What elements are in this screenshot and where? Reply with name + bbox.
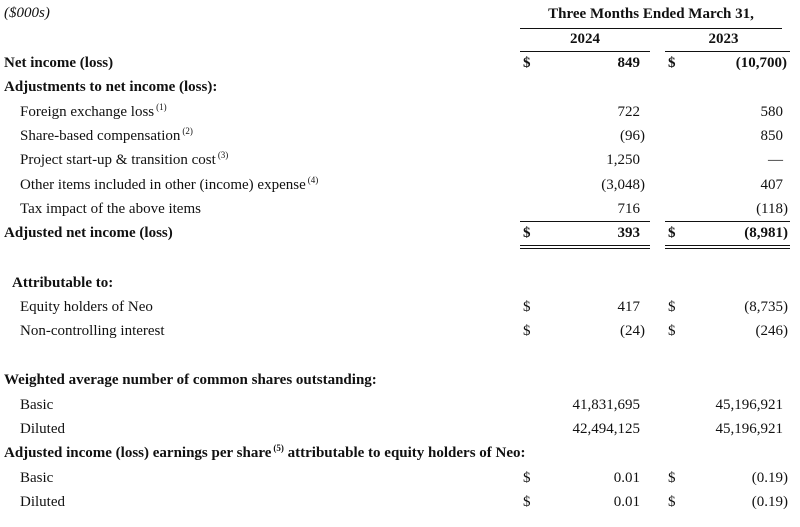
shares-diluted-2023-value: 45,196,921 xyxy=(715,421,783,437)
shares-diluted-label: Diluted xyxy=(20,421,65,437)
total-double-rule-2024 xyxy=(520,245,650,249)
startup-cost-2024-value: 1,250 xyxy=(606,152,640,168)
eps-diluted-2023-currency: $ xyxy=(668,494,676,510)
footnote-5: (5) xyxy=(273,443,284,453)
eps-basic-label: Basic xyxy=(20,470,54,486)
footnote-4: (4) xyxy=(307,175,319,185)
startup-cost-label: Project start-up & transition cost $^{(3)}$ xyxy=(20,150,229,168)
adj-net-income-2023-currency: $ xyxy=(668,225,676,241)
year-2023-rule xyxy=(665,51,790,52)
fx-loss-2024-value: 722 xyxy=(617,104,640,120)
shares-basic-label: Basic xyxy=(20,397,54,413)
net-income-label: Net income (loss) xyxy=(4,55,114,71)
tax-impact-2023-value: (118) xyxy=(756,201,788,217)
other-items-2024-value: (3,048) xyxy=(601,177,645,193)
adjustments-heading: Adjustments to net income (loss): xyxy=(4,79,218,95)
tax-impact-2024-value: 716 xyxy=(617,201,640,217)
footnote-3: (3) xyxy=(217,150,229,160)
sbc-2024-value: (96) xyxy=(620,128,645,144)
attributable-heading: Attributable to: xyxy=(12,275,114,291)
eps-heading: Adjusted income (loss) earnings per share $^{(5)}$ attributable to equity holders of Neo: xyxy=(4,443,526,461)
period-header-rule xyxy=(520,28,782,29)
nci-2024-value: (24) xyxy=(620,323,645,339)
shares-basic-2024-value: 41,831,695 xyxy=(572,397,640,413)
adj-net-income-2023-value: (8,981) xyxy=(744,225,788,241)
units-label: ($000s) xyxy=(4,5,50,21)
year-2023-header: 2023 xyxy=(708,31,739,47)
eps-basic-2023-value: (0.19) xyxy=(751,470,788,486)
sbc-2023-value: 850 xyxy=(760,128,783,144)
period-header: Three Months Ended March 31, xyxy=(548,6,754,22)
eps-diluted-2024-value: 0.01 xyxy=(613,494,640,510)
net-income-2023-currency: $ xyxy=(668,55,676,71)
sbc-label: Share-based compensation $^{(2)}$ xyxy=(20,126,193,144)
equity-holders-2023-value: (8,735) xyxy=(744,299,788,315)
equity-holders-2024-currency: $ xyxy=(523,299,531,315)
net-income-2024-currency: $ xyxy=(523,55,531,71)
total-double-rule-2023 xyxy=(665,245,790,249)
nci-2023-value: (246) xyxy=(755,323,788,339)
weighted-avg-heading: Weighted average number of common shares outstanding: xyxy=(4,372,377,388)
equity-holders-2024-value: 417 xyxy=(617,299,640,315)
subtotal-rule-2023 xyxy=(665,221,790,222)
eps-basic-2024-value: 0.01 xyxy=(613,470,640,486)
shares-basic-2023-value: 45,196,921 xyxy=(715,397,783,413)
startup-cost-2023-value: — xyxy=(768,152,783,168)
adj-net-income-label: Adjusted net income (loss) xyxy=(4,225,173,241)
eps-basic-2024-currency: $ xyxy=(523,470,531,486)
nci-2024-currency: $ xyxy=(523,323,531,339)
other-items-2023-value: 407 xyxy=(760,177,783,193)
adj-net-income-2024-currency: $ xyxy=(523,225,531,241)
nci-label: Non-controlling interest xyxy=(20,323,165,339)
fx-loss-2023-value: 580 xyxy=(760,104,783,120)
eps-basic-2023-currency: $ xyxy=(668,470,676,486)
other-items-label: Other items included in other (income) expense $^{(4)}$ xyxy=(20,175,319,193)
eps-diluted-label: Diluted xyxy=(20,494,65,510)
nci-2023-currency: $ xyxy=(668,323,676,339)
footnote-2: (2) xyxy=(182,126,193,136)
net-income-2024-value: 849 xyxy=(617,55,640,71)
eps-diluted-2024-currency: $ xyxy=(523,494,531,510)
year-2024-header: 2024 xyxy=(570,31,600,47)
adj-net-income-2024-value: 393 xyxy=(617,225,640,241)
footnote-1: (1) xyxy=(156,102,167,112)
eps-diluted-2023-value: (0.19) xyxy=(751,494,788,510)
net-income-2023-value: (10,700) xyxy=(735,55,787,71)
shares-diluted-2024-value: 42,494,125 xyxy=(572,421,640,437)
tax-impact-label: Tax impact of the above items xyxy=(20,201,201,217)
equity-holders-2023-currency: $ xyxy=(668,299,676,315)
equity-holders-label: Equity holders of Neo xyxy=(20,299,153,315)
fx-loss-label: Foreign exchange loss $^{(1)}$ xyxy=(20,102,167,120)
year-2024-rule xyxy=(520,51,650,52)
subtotal-rule-2024 xyxy=(520,221,650,222)
